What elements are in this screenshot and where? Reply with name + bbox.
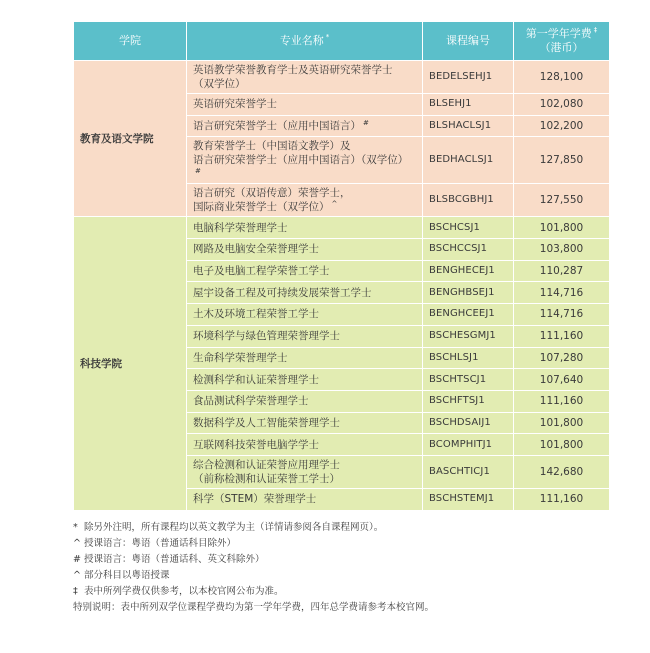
programme-name-line2: （双学位） (193, 78, 246, 90)
footnote (73, 600, 633, 616)
programme-code: BSCHESGMJ1 (423, 325, 514, 347)
programme-code: BEDHACLSJ1 (423, 137, 514, 184)
programme-name-line1: 科学（STEM）荣誉理学士 (193, 493, 317, 506)
programme-fee: 142,680 (514, 455, 610, 488)
programme-note-mark: # (195, 166, 201, 175)
footnote-text: 部分科目以粤语授课 (84, 570, 170, 581)
programme-name (187, 260, 423, 282)
programme-code: BLSHACLSJ1 (423, 115, 514, 137)
programme-fee: 128,100 (514, 61, 610, 94)
programme-code: BLSEHJ1 (423, 94, 514, 116)
programme-name-line1: 语言研究（双语传意）荣誉学士， (193, 187, 351, 200)
programme-name-line1: 生命科学荣誉理学士 (193, 351, 288, 364)
programme-name-line1: 综合检测和认证荣誉应用理学士 (193, 458, 340, 471)
table-header-row (74, 22, 610, 61)
programme-fee: 102,200 (514, 115, 610, 137)
programme-code: BSCHDSAIJ1 (423, 412, 514, 434)
programme-name (187, 347, 423, 369)
footnote-mark: # (73, 554, 81, 565)
programme-code: BASCHTICJ1 (423, 455, 514, 488)
footnote-mark: ^ (73, 570, 81, 581)
programme-fee: 102,080 (514, 94, 610, 116)
programme-fee: 101,800 (514, 412, 610, 434)
programme-fee: 114,716 (514, 304, 610, 326)
programme-name (187, 94, 423, 116)
programme-fee: 111,160 (514, 390, 610, 412)
programme-code: BCOMPHITJ1 (423, 434, 514, 456)
footnote-text: 授课语言：粤语（普通话科、英文科除外） (84, 554, 265, 565)
table-row (74, 61, 610, 94)
faculty-name: 科技学院 (74, 217, 187, 510)
table-row (74, 217, 610, 239)
programme-fee: 127,850 (514, 137, 610, 184)
programme-name (187, 137, 423, 184)
footnote-text: 除另外注明，所有课程均以英文教学为主（详情请参阅各自课程网页）。 (84, 522, 384, 533)
programme-name (187, 239, 423, 261)
footnotes (73, 520, 633, 616)
programme-name-line1: 环境科学与绿色管理荣誉理学士 (193, 330, 340, 343)
programme-name-line1: 检测科学和认证荣誉理学士 (193, 373, 319, 386)
footnote-text: 表中所列学费仅供参考，以本校官网公布为准。 (84, 586, 284, 597)
footnote (73, 552, 633, 568)
footnote-mark: ‡ (73, 586, 78, 597)
programme-code: BSCHLSJ1 (423, 347, 514, 369)
header-faculty: 学院 (74, 22, 187, 61)
programme-name-line1: 语言研究荣誉学士（应用中国语言） (193, 120, 361, 133)
faculty-name: 教育及语文学院 (74, 61, 187, 217)
programme-name-line1: 屋宇设备工程及可持续发展荣誉工学士 (193, 286, 372, 299)
programme-fee: 107,280 (514, 347, 610, 369)
programme-code: BENGHBSEJ1 (423, 282, 514, 304)
programme-code: BSCHFTSJ1 (423, 390, 514, 412)
programme-code: BLSBCGBHJ1 (423, 184, 514, 217)
programme-code: BENGHECEJ1 (423, 260, 514, 282)
programme-name (187, 217, 423, 239)
programme-name (187, 412, 423, 434)
programme-name-line1: 电脑科学荣誉理学士 (193, 221, 288, 234)
programme-code: BSCHTSCJ1 (423, 369, 514, 391)
header-code: 课程编号 (423, 22, 514, 61)
programme-name-line1: 教育荣誉学士（中国语文教学）及 (193, 140, 351, 153)
programme-fee: 127,550 (514, 184, 610, 217)
programme-fee: 114,716 (514, 282, 610, 304)
programme-name-line1: 网路及电脑安全荣誉理学士 (193, 243, 319, 256)
programme-fee: 111,160 (514, 488, 610, 510)
footnote-text: 授课语言：粤语（普通话科目除外） (84, 538, 237, 549)
header-programme: 专业名称 * (187, 22, 423, 61)
programme-name (187, 115, 423, 137)
programme-note-mark: ^ (331, 199, 338, 208)
footnote-mark: ^ (73, 538, 81, 549)
programme-name-line2: 国际商业荣誉学士（双学位） (193, 201, 330, 214)
programme-name-line2: 语言研究荣誉学士（应用中国语言）（双学位） (193, 154, 409, 167)
footnote (73, 584, 633, 600)
header-fee-mark: ‡ (593, 26, 598, 35)
programme-code: BEDELSEHJ1 (423, 61, 514, 94)
programme-fee: 101,800 (514, 434, 610, 456)
programme-name (187, 488, 423, 510)
programme-name (187, 390, 423, 412)
programme-fee: 111,160 (514, 325, 610, 347)
header-programme-mark: * (325, 33, 330, 42)
programme-note-mark: # (363, 118, 369, 127)
footnote (73, 568, 633, 584)
footnote-mark: * (73, 522, 78, 533)
programme-name-line1: 英语教学荣誉教育学士及英语研究荣誉学士 (193, 64, 393, 76)
programme-name (187, 325, 423, 347)
programme-name (187, 282, 423, 304)
programme-name (187, 434, 423, 456)
header-fee: 第一学年学费 ‡ （港币） (514, 22, 610, 61)
tuition-fee-table (73, 21, 610, 511)
programme-name-line1: 食品测试科学荣誉理学士 (193, 395, 309, 408)
footnote (73, 520, 633, 536)
programme-name (187, 184, 423, 217)
programme-fee: 110,287 (514, 260, 610, 282)
programme-name-line1: 土木及环境工程荣誉工学士 (193, 308, 319, 321)
programme-code: BSCHCCSJ1 (423, 239, 514, 261)
programme-name (187, 455, 423, 488)
programme-fee: 101,800 (514, 217, 610, 239)
programme-fee: 103,800 (514, 239, 610, 261)
programme-name-line1: 电子及电脑工程学荣誉工学士 (193, 265, 330, 278)
footnote-text: 特别说明：表中所列双学位课程学费均为第一学年学费，四年总学费请参考本校官网。 (73, 602, 435, 613)
table-body (74, 61, 610, 511)
programme-name-line1: 互联网科技荣誉电脑学学士 (193, 438, 319, 451)
programme-fee: 107,640 (514, 369, 610, 391)
programme-name (187, 61, 423, 94)
programme-name-line1: 英语研究荣誉学士 (193, 98, 277, 111)
programme-name (187, 369, 423, 391)
programme-code: BSCHCSJ1 (423, 217, 514, 239)
programme-code: BSCHSTEMJ1 (423, 488, 514, 510)
programme-code: BENGHCEEJ1 (423, 304, 514, 326)
programme-name (187, 304, 423, 326)
programme-name-line1: 数据科学及人工智能荣誉理学士 (193, 416, 340, 429)
footnote (73, 536, 633, 552)
programme-name-line2: （前称检测和认证荣誉工学士） (193, 472, 340, 485)
